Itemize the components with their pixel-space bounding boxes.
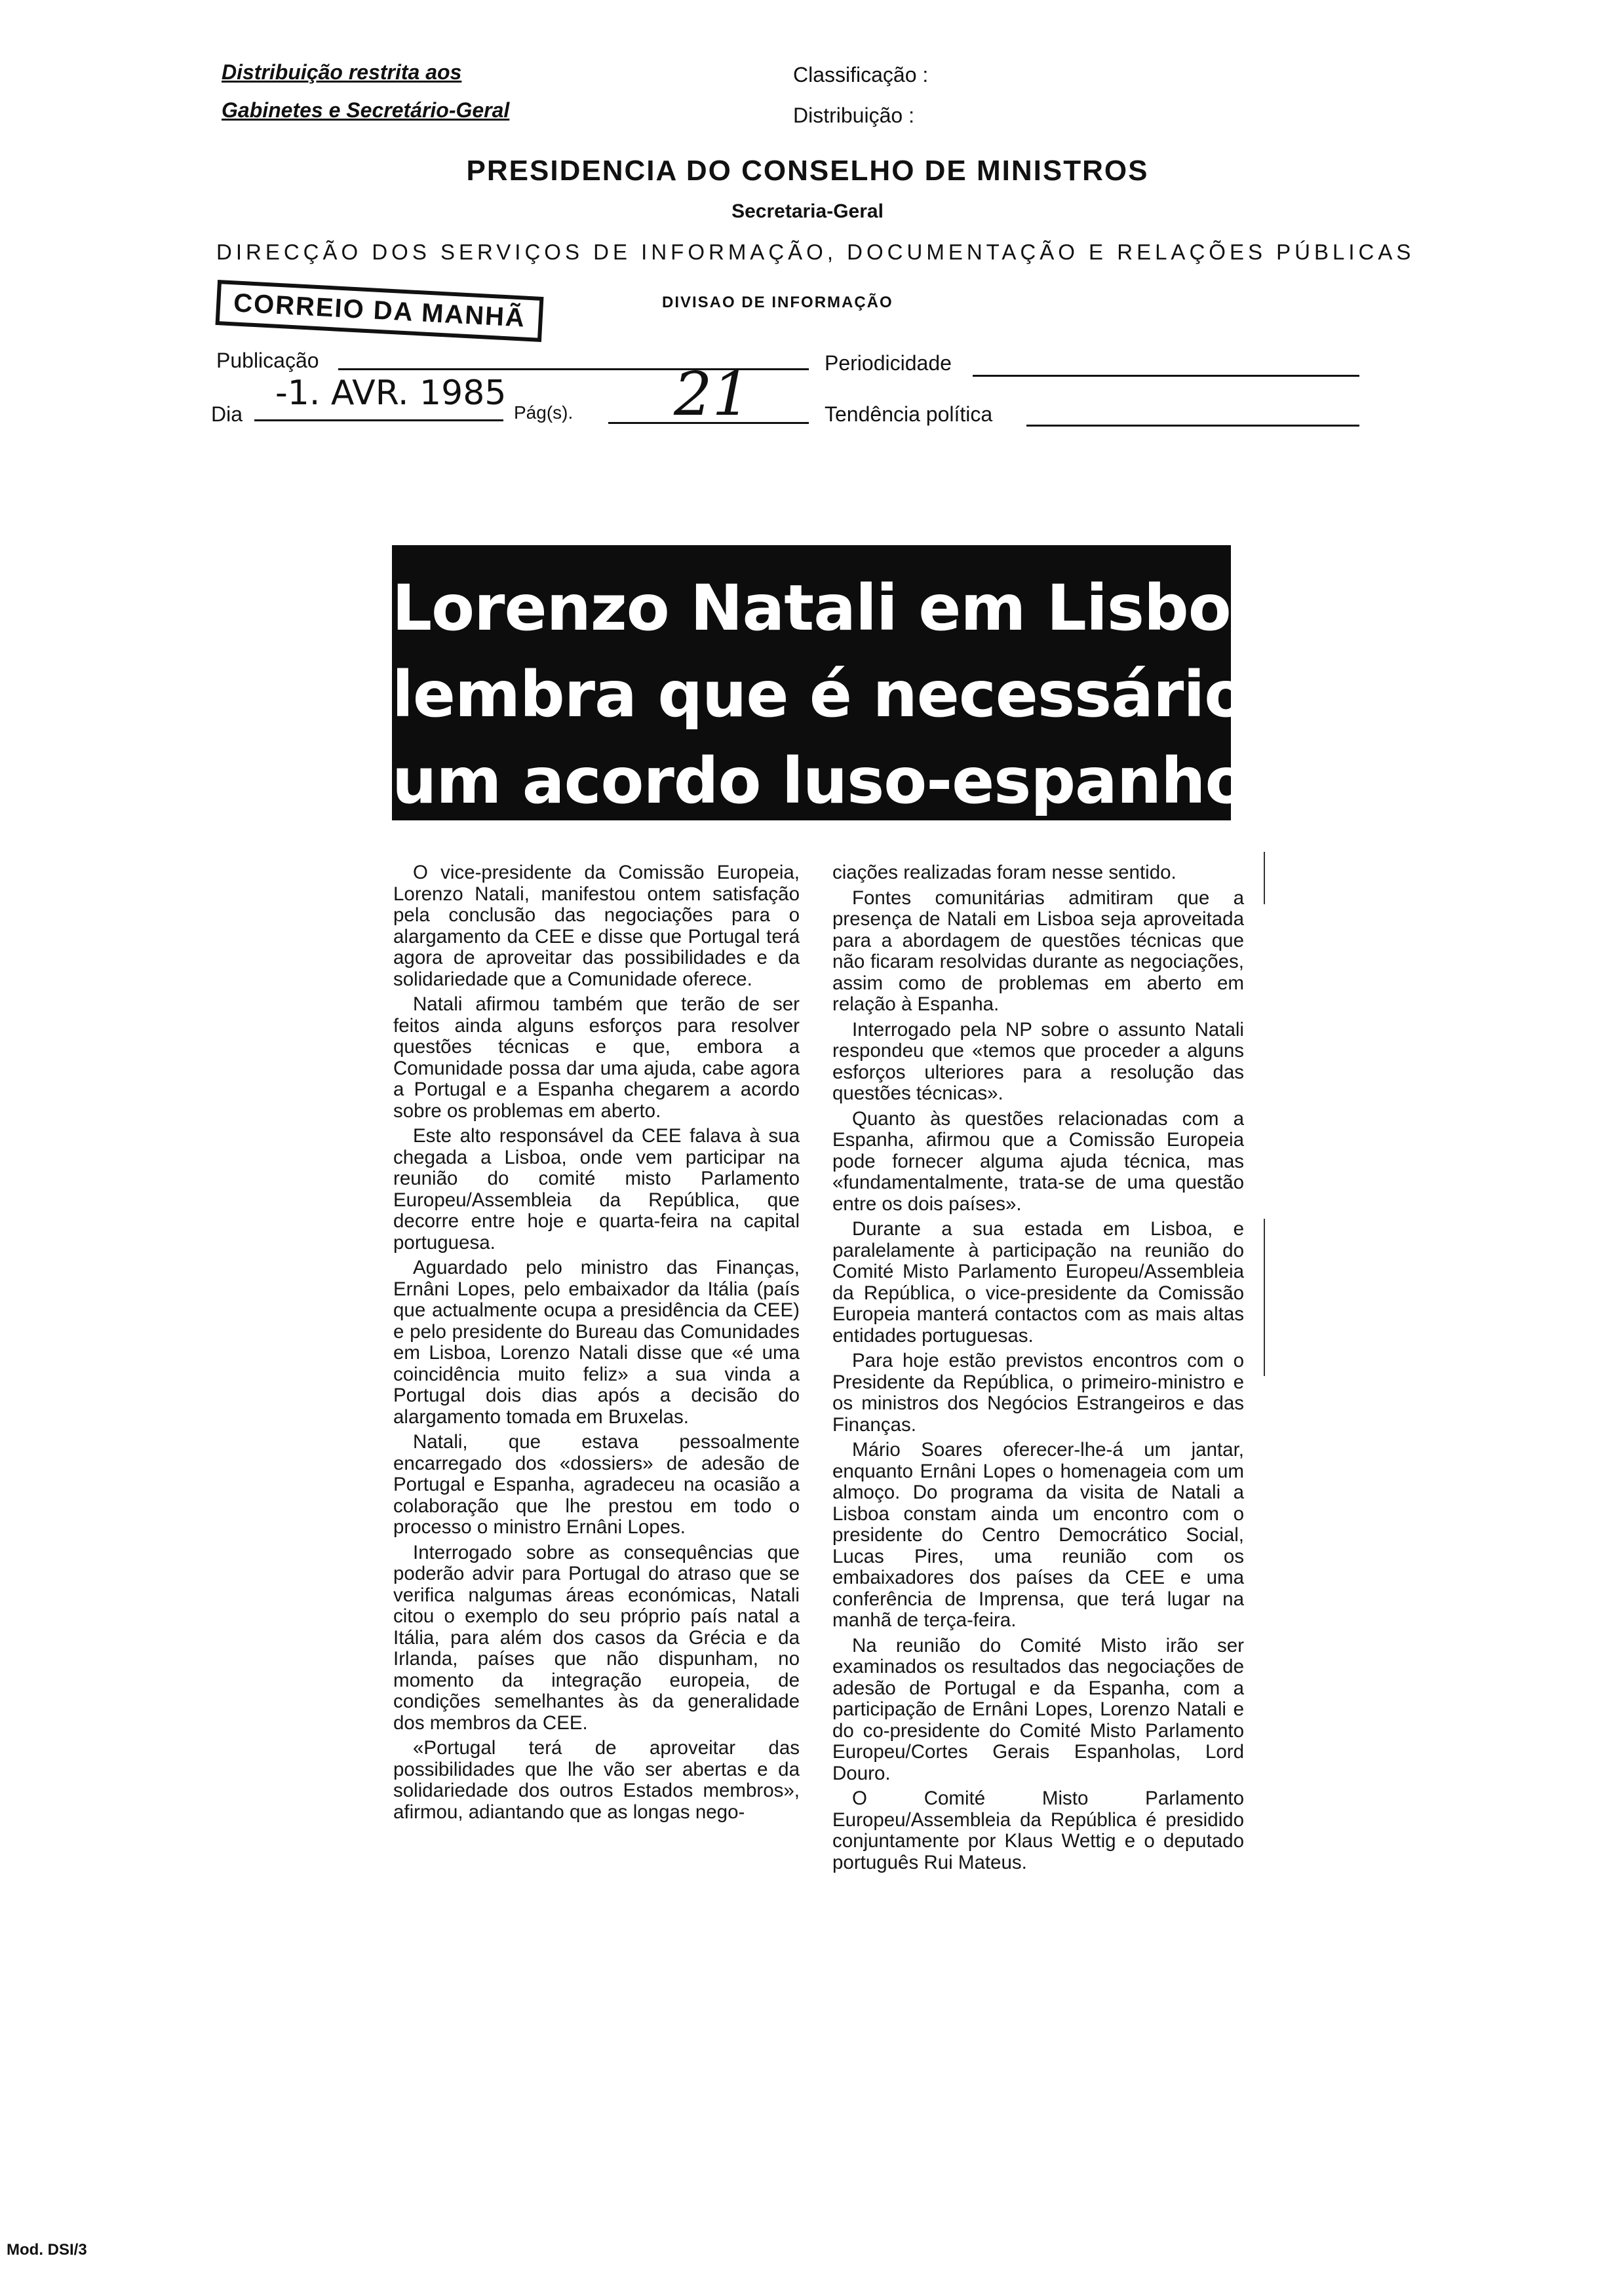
- article-column-1: [393, 862, 800, 1827]
- margin-mark: [1264, 852, 1265, 904]
- headline-line-1: Lorenzo Natali em Lisboa: [392, 571, 1273, 645]
- periodicity-label: Periodicidade: [825, 351, 952, 375]
- paragraph: ciações realizadas foram nesse sentido.: [832, 862, 1177, 883]
- paragraph: Interrogado pela NP sobre o assunto Natali respondeu que «temos que proceder a alguns esforços ulteriores para a resolução das questões técnicas».: [832, 1018, 1244, 1104]
- political-tendency-label: Tendência política: [825, 402, 993, 426]
- pages-label: Pág(s).: [514, 402, 574, 423]
- article-column-2: [832, 862, 1244, 1877]
- distribution-note-line1: Distribuição restrita aos: [222, 60, 462, 84]
- form-model-label: Mod. DSI/3: [7, 2241, 87, 2259]
- paragraph: Interrogado sobre as consequências que poderão advir para Portugal do atraso que se verifica nalgumas áreas económicas, Natali citou o exemplo do seu próprio país natal a Itália, para além dos casos da Grécia e da Irlanda, países que não dispunham, no momento da integração europeia, de condições semelhantes às da generalidade dos membros da CEE.: [393, 1541, 800, 1734]
- paragraph: O Comité Misto Parlamento Europeu/Assembleia da República é presidido conjuntamente por Klaus Wettig e o deputado português Rui Mateus.: [832, 1788, 1244, 1873]
- page-title: PRESIDENCIA DO CONSELHO DE MINISTROS: [466, 155, 1149, 187]
- paragraph: Natali, que estava pessoalmente encarregado dos «dossiers» de adesão de Portugal e Espanha, agradeceu na ocasião a colaboração que lhe prestou em todo o processo o ministro Ernâni Lopes.: [393, 1431, 800, 1538]
- article-headline: [392, 545, 1273, 820]
- publication-label: Publicação: [216, 349, 319, 372]
- political-tendency-line: [1026, 425, 1359, 427]
- paragraph: Para hoje estão previstos encontros com o Presidente da República, o primeiro-ministro e os ministros dos Negócios Estrangeiros e das Finanças.: [832, 1350, 1244, 1436]
- headline-line-3: um acordo luso-espanhol: [392, 744, 1269, 818]
- paragraph: Este alto responsável da CEE falava à sua chegada a Lisboa, onde vem participar na reunião do comité misto Parlamento Europeu/Assembleia da República, que decorre entre hoje e quarta-feira na capital portuguesa.: [393, 1125, 800, 1253]
- margin-mark: [1264, 1219, 1265, 1376]
- division-label: DIVISAO DE INFORMAÇÃO: [662, 294, 893, 311]
- distribution-note-line2: Gabinetes e Secretário-Geral: [222, 98, 510, 122]
- paragraph: Quanto às questões relacionadas com a Espanha, afirmou que a Comissão Europeia pode fornecer alguma ajuda técnica, mas «fundamentalmente, trata-se de uma questão entre os dois países».: [832, 1107, 1244, 1215]
- day-value: -1. AVR. 1985: [275, 373, 507, 413]
- paragraph: Na reunião do Comité Misto irão ser examinados os resultados das negociações de adesão de Portugal e da Espanha, com a participação de Ernâni Lopes, Lorenzo Natali e do co-presidente do Comité Misto Parlamento Europeu/Cortes Gerais Espanholas, Lord Douro.: [832, 1634, 1244, 1784]
- paragraph: Natali afirmou também que terão de ser feitos ainda alguns esforços para resolver questões técnicas e que, embora a Comunidade possa dar uma ajuda, cabe agora a Portugal e a Espanha chegarem a acordo sobre os problemas em aberto.: [393, 993, 800, 1122]
- paragraph: Aguardado pelo ministro das Finanças, Ernâni Lopes, pelo embaixador da Itália (país que actualmente ocupa a presidência da CEE) e pelo presidente do Bureau das Comunidades em Lisboa, Lorenzo Natali disse que «é uma coincidência muito feliz» a sua vinda a Portugal dois dias após a decisão do alargamento tomada em Bruxelas.: [393, 1257, 800, 1428]
- classification-label: Classificação :: [793, 63, 929, 86]
- publication-stamp: CORREIO DA MANHÃ: [216, 280, 544, 342]
- periodicity-line: [973, 375, 1359, 377]
- distribution-label: Distribuição :: [793, 104, 914, 127]
- pages-value: 21: [674, 359, 751, 429]
- paragraph: Mário Soares oferecer-lhe-á um jantar, enquanto Ernâni Lopes o homenageia com um almoço. Do programa da visita de Natali a Lisboa constam ainda um encontro com o presidente do Centro Democrático Social, Lucas Pires, uma reunião com os embaixadores dos países da CEE e uma conferência de Imprensa, que terá lugar na manhã de terça-feira.: [832, 1439, 1244, 1631]
- paragraph: O vice-presidente da Comissão Europeia, Lorenzo Natali, manifestou ontem satisfação pela conclusão das negociações para o alargamento da CEE e disse que Portugal terá agora de aproveitar das possibilidades e da solidariedade que a Comunidade oferece.: [393, 862, 800, 990]
- paragraph: Durante a sua estada em Lisboa, e paralelamente à participação na reunião do Comité Misto Parlamento Europeu/Assembleia da República, o vice-presidente da Comissão Europeia manterá contactos com as mais altas entidades portuguesas.: [832, 1218, 1244, 1347]
- page-subtitle: Secretaria-Geral: [731, 201, 884, 222]
- pages-line: [608, 422, 809, 424]
- directorate-line: DIRECÇÃO DOS SERVIÇOS DE INFORMAÇÃO, DOCUMENTAÇÃO E RELAÇÕES PÚBLICAS: [216, 240, 1415, 264]
- day-line: [254, 419, 503, 421]
- paragraph: «Portugal terá de aproveitar das possibilidades que lhe vão ser abertas e da solidariedade dos outros Estados membros», afirmou, adiantando que as longas nego-: [393, 1737, 800, 1823]
- headline-line-2: lembra que é necessário: [392, 658, 1247, 731]
- day-label: Dia: [211, 402, 243, 426]
- paragraph: Fontes comunitárias admitiram que a presença de Natali em Lisboa seja aproveitada para a abordagem de questões técnicas que não ficaram resolvidas durante as negociações, assim como de problemas em aberto em relação à Espanha.: [832, 887, 1244, 1015]
